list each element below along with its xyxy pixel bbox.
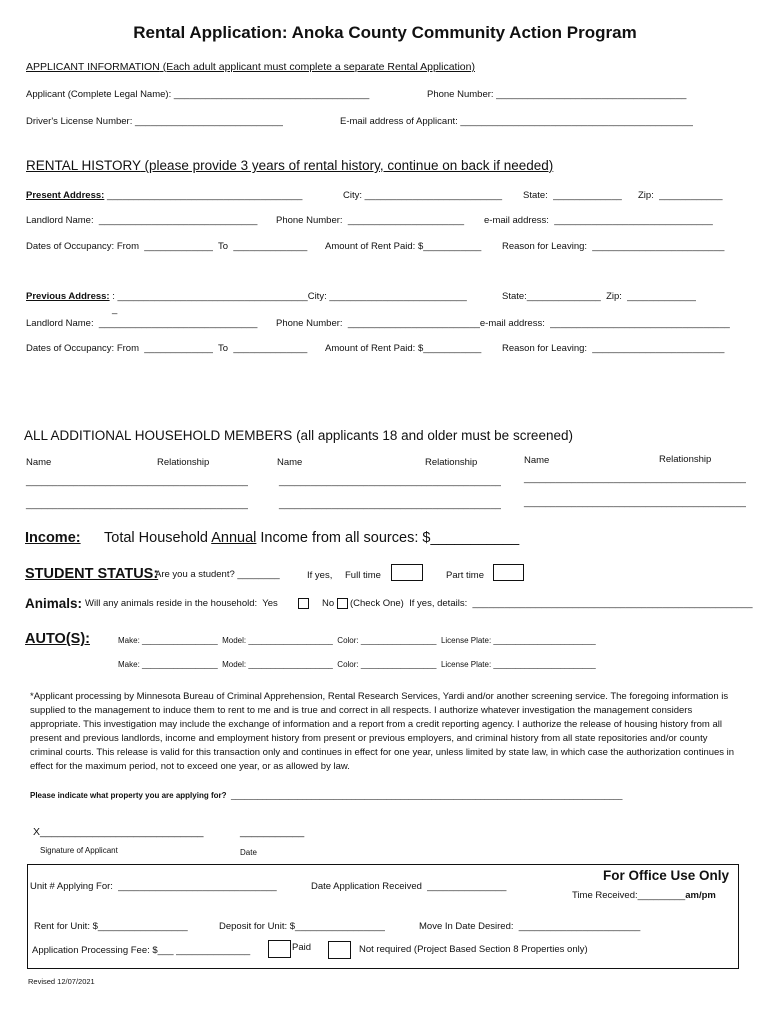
- paid-checkbox[interactable]: [268, 940, 291, 958]
- household-name-header: Name: [26, 457, 52, 468]
- household-name-header: Name: [277, 457, 303, 468]
- applicant-heading-note: (Each adult applicant must complete a separate Rental Application): [159, 61, 475, 73]
- present-address-label: Present Address:: [26, 190, 105, 201]
- household-name-header: Name: [524, 455, 550, 466]
- household-relationship-header: Relationship: [659, 454, 712, 465]
- rental-history-label: RENTAL HISTORY: [26, 158, 141, 173]
- full-time-label: Full time: [345, 570, 381, 581]
- present-landlord-field[interactable]: Landlord Name: ______________________________: [26, 215, 258, 226]
- rent-for-unit-field[interactable]: Rent for Unit: $_________________: [34, 921, 188, 932]
- previous-address-label: Previous Address:: [26, 291, 110, 302]
- student-status-label: STUDENT STATUS:: [25, 566, 159, 582]
- property-field[interactable]: ________________________________________________________________________________________: [226, 791, 623, 800]
- previous-state-zip-field[interactable]: State:______________ Zip: _____________: [502, 291, 696, 302]
- date-received-field[interactable]: Date Application Received _______________: [311, 881, 507, 892]
- authorization-disclaimer: *Applicant processing by Minnesota Bureau of Criminal Apprehension, Rental Research Services, Yardi and/or another screening service. The foregoing information is supplied to the management to induce them to rent to me and is true and correct in all respects. I authorize whatever investigation the management considers appropriate. This investigation may include the exchange of information and a report from a credit reporting agency. I authorize the release of housing history from all present and previous landlords, income and employment history from present or previous employers, and criminal history from all state repositories and/or county criminal courts. This release is valid for this transaction only and continues in effect for one year, unless limited by state law, in which case the authorization continues in effect for the maximum period, not to exceed one year, or as allowed by law.: [30, 691, 735, 772]
- deposit-for-unit-field[interactable]: Deposit for Unit: $_________________: [219, 921, 385, 932]
- household-member-field[interactable]: __________________________________________: [524, 497, 746, 508]
- rental-history-heading: [26, 159, 553, 173]
- income-text-before: Total Household: [104, 530, 212, 546]
- present-address-field[interactable]: _____________________________________: [104, 190, 303, 201]
- full-time-checkbox[interactable]: [391, 564, 423, 581]
- date-label: Date: [240, 848, 257, 857]
- autos-label: AUTO(S):: [25, 631, 90, 647]
- animals-yes-checkbox[interactable]: [298, 598, 309, 609]
- animals-label: Animals:: [25, 596, 83, 611]
- present-address-row: [26, 191, 302, 201]
- auto-row-2-field[interactable]: Make: _________________ Model: ___________________ Color: _________________ License Plate: _______________________: [118, 660, 596, 669]
- not-required-label: Not required (Project Based Section 8 Properties only): [359, 944, 588, 955]
- previous-landlord-phone-email-field[interactable]: Phone Number: _________________________e-mail address: __________________________________: [276, 318, 730, 329]
- present-occupancy-dates-field[interactable]: Dates of Occupancy: From _____________ To ______________: [26, 241, 308, 252]
- household-member-field[interactable]: __________________________________________: [26, 499, 248, 510]
- move-in-date-field[interactable]: Move In Date Desired: _______________________: [419, 921, 641, 932]
- applicant-email-field[interactable]: E-mail address of Applicant: ____________________________________________: [340, 116, 693, 127]
- page-title: Rental Application: Anoka County Community Action Program: [133, 23, 637, 42]
- applicant-phone-field[interactable]: Phone Number: ____________________________________: [427, 89, 687, 100]
- previous-address-row: [26, 292, 467, 302]
- applicant-heading-label: APPLICANT INFORMATION: [26, 61, 160, 73]
- animals-no-label: No: [322, 598, 335, 609]
- revised-date: Revised 12/07/2021: [28, 977, 95, 986]
- previous-rent-paid-field[interactable]: Amount of Rent Paid: $___________: [325, 343, 482, 354]
- income-label: Income:: [25, 530, 81, 546]
- rental-history-note: (please provide 3 years of rental history, continue on back if needed): [140, 158, 554, 173]
- present-reason-leaving-field[interactable]: Reason for Leaving: _________________________: [502, 241, 725, 252]
- animals-question: Will any animals reside in the household: Yes: [85, 598, 278, 609]
- signature-label: Signature of Applicant: [40, 846, 118, 855]
- signature-field[interactable]: X____________________________: [33, 826, 204, 838]
- not-required-checkbox[interactable]: [328, 941, 351, 959]
- household-member-field[interactable]: __________________________________________: [26, 476, 248, 487]
- present-zip-field[interactable]: Zip: ____________: [638, 190, 723, 201]
- part-time-label: Part time: [446, 570, 485, 581]
- applicant-section-heading: [26, 62, 475, 73]
- time-received-label: Time Received:: [572, 890, 638, 901]
- applicant-name-field[interactable]: Applicant (Complete Legal Name): _____________________________________: [26, 89, 370, 100]
- income-text-after: Income from all sources: $: [256, 530, 431, 546]
- animals-no-checkbox[interactable]: [337, 598, 348, 609]
- part-time-checkbox[interactable]: [493, 564, 524, 581]
- household-relationship-header: Relationship: [425, 457, 478, 468]
- present-landlord-phone-field[interactable]: Phone Number: ______________________: [276, 215, 465, 226]
- household-member-field[interactable]: __________________________________________: [279, 476, 501, 487]
- drivers-license-field[interactable]: Driver's License Number: ____________________________: [26, 116, 283, 127]
- previous-address-field[interactable]: : ____________________________________City: __________________________: [109, 291, 467, 302]
- income-annual: Annual: [211, 530, 257, 546]
- student-if-yes-label: If yes,: [307, 570, 333, 581]
- property-question-row: [30, 792, 622, 800]
- auto-row-1-field[interactable]: Make: _________________ Model: ___________________ Color: _________________ License Plate: _______________________: [118, 636, 596, 645]
- previous-landlord-field[interactable]: Landlord Name: ______________________________: [26, 318, 258, 329]
- household-member-field[interactable]: __________________________________________: [279, 499, 501, 510]
- property-question-label: Please indicate what property you are applying for?: [30, 791, 227, 800]
- previous-occupancy-dates-field[interactable]: Dates of Occupancy: From _____________ To ______________: [26, 343, 308, 354]
- household-member-field[interactable]: __________________________________________: [524, 473, 746, 484]
- present-rent-paid-field[interactable]: Amount of Rent Paid: $___________: [325, 241, 482, 252]
- processing-fee-field[interactable]: Application Processing Fee: $___ ______________: [32, 945, 251, 956]
- household-relationship-header: Relationship: [157, 457, 210, 468]
- present-state-field[interactable]: State: _____________: [523, 190, 622, 201]
- time-received-row: [572, 891, 716, 901]
- income-row: [104, 531, 519, 546]
- ampm-label: am/pm: [685, 890, 716, 901]
- animals-details-field[interactable]: (Check One) If yes, details: _____________________________________________________: [350, 598, 753, 609]
- unit-applying-field[interactable]: Unit # Applying For: ______________________________: [30, 881, 277, 892]
- student-question-field[interactable]: Are you a student? ________: [155, 569, 280, 580]
- paid-label: Paid: [292, 942, 312, 953]
- time-received-field[interactable]: _________: [637, 890, 686, 901]
- office-use-title: For Office Use Only: [603, 868, 730, 883]
- present-landlord-email-field[interactable]: e-mail address: ______________________________: [484, 215, 713, 226]
- present-city-field[interactable]: City: __________________________: [343, 190, 503, 201]
- stray-underscore: _: [112, 304, 118, 315]
- date-field[interactable]: ___________: [240, 826, 305, 838]
- previous-reason-leaving-field[interactable]: Reason for Leaving: _________________________: [502, 343, 725, 354]
- income-amount-field[interactable]: ___________: [430, 530, 520, 546]
- household-heading: ALL ADDITIONAL HOUSEHOLD MEMBERS (all applicants 18 and older must be screened): [24, 428, 573, 443]
